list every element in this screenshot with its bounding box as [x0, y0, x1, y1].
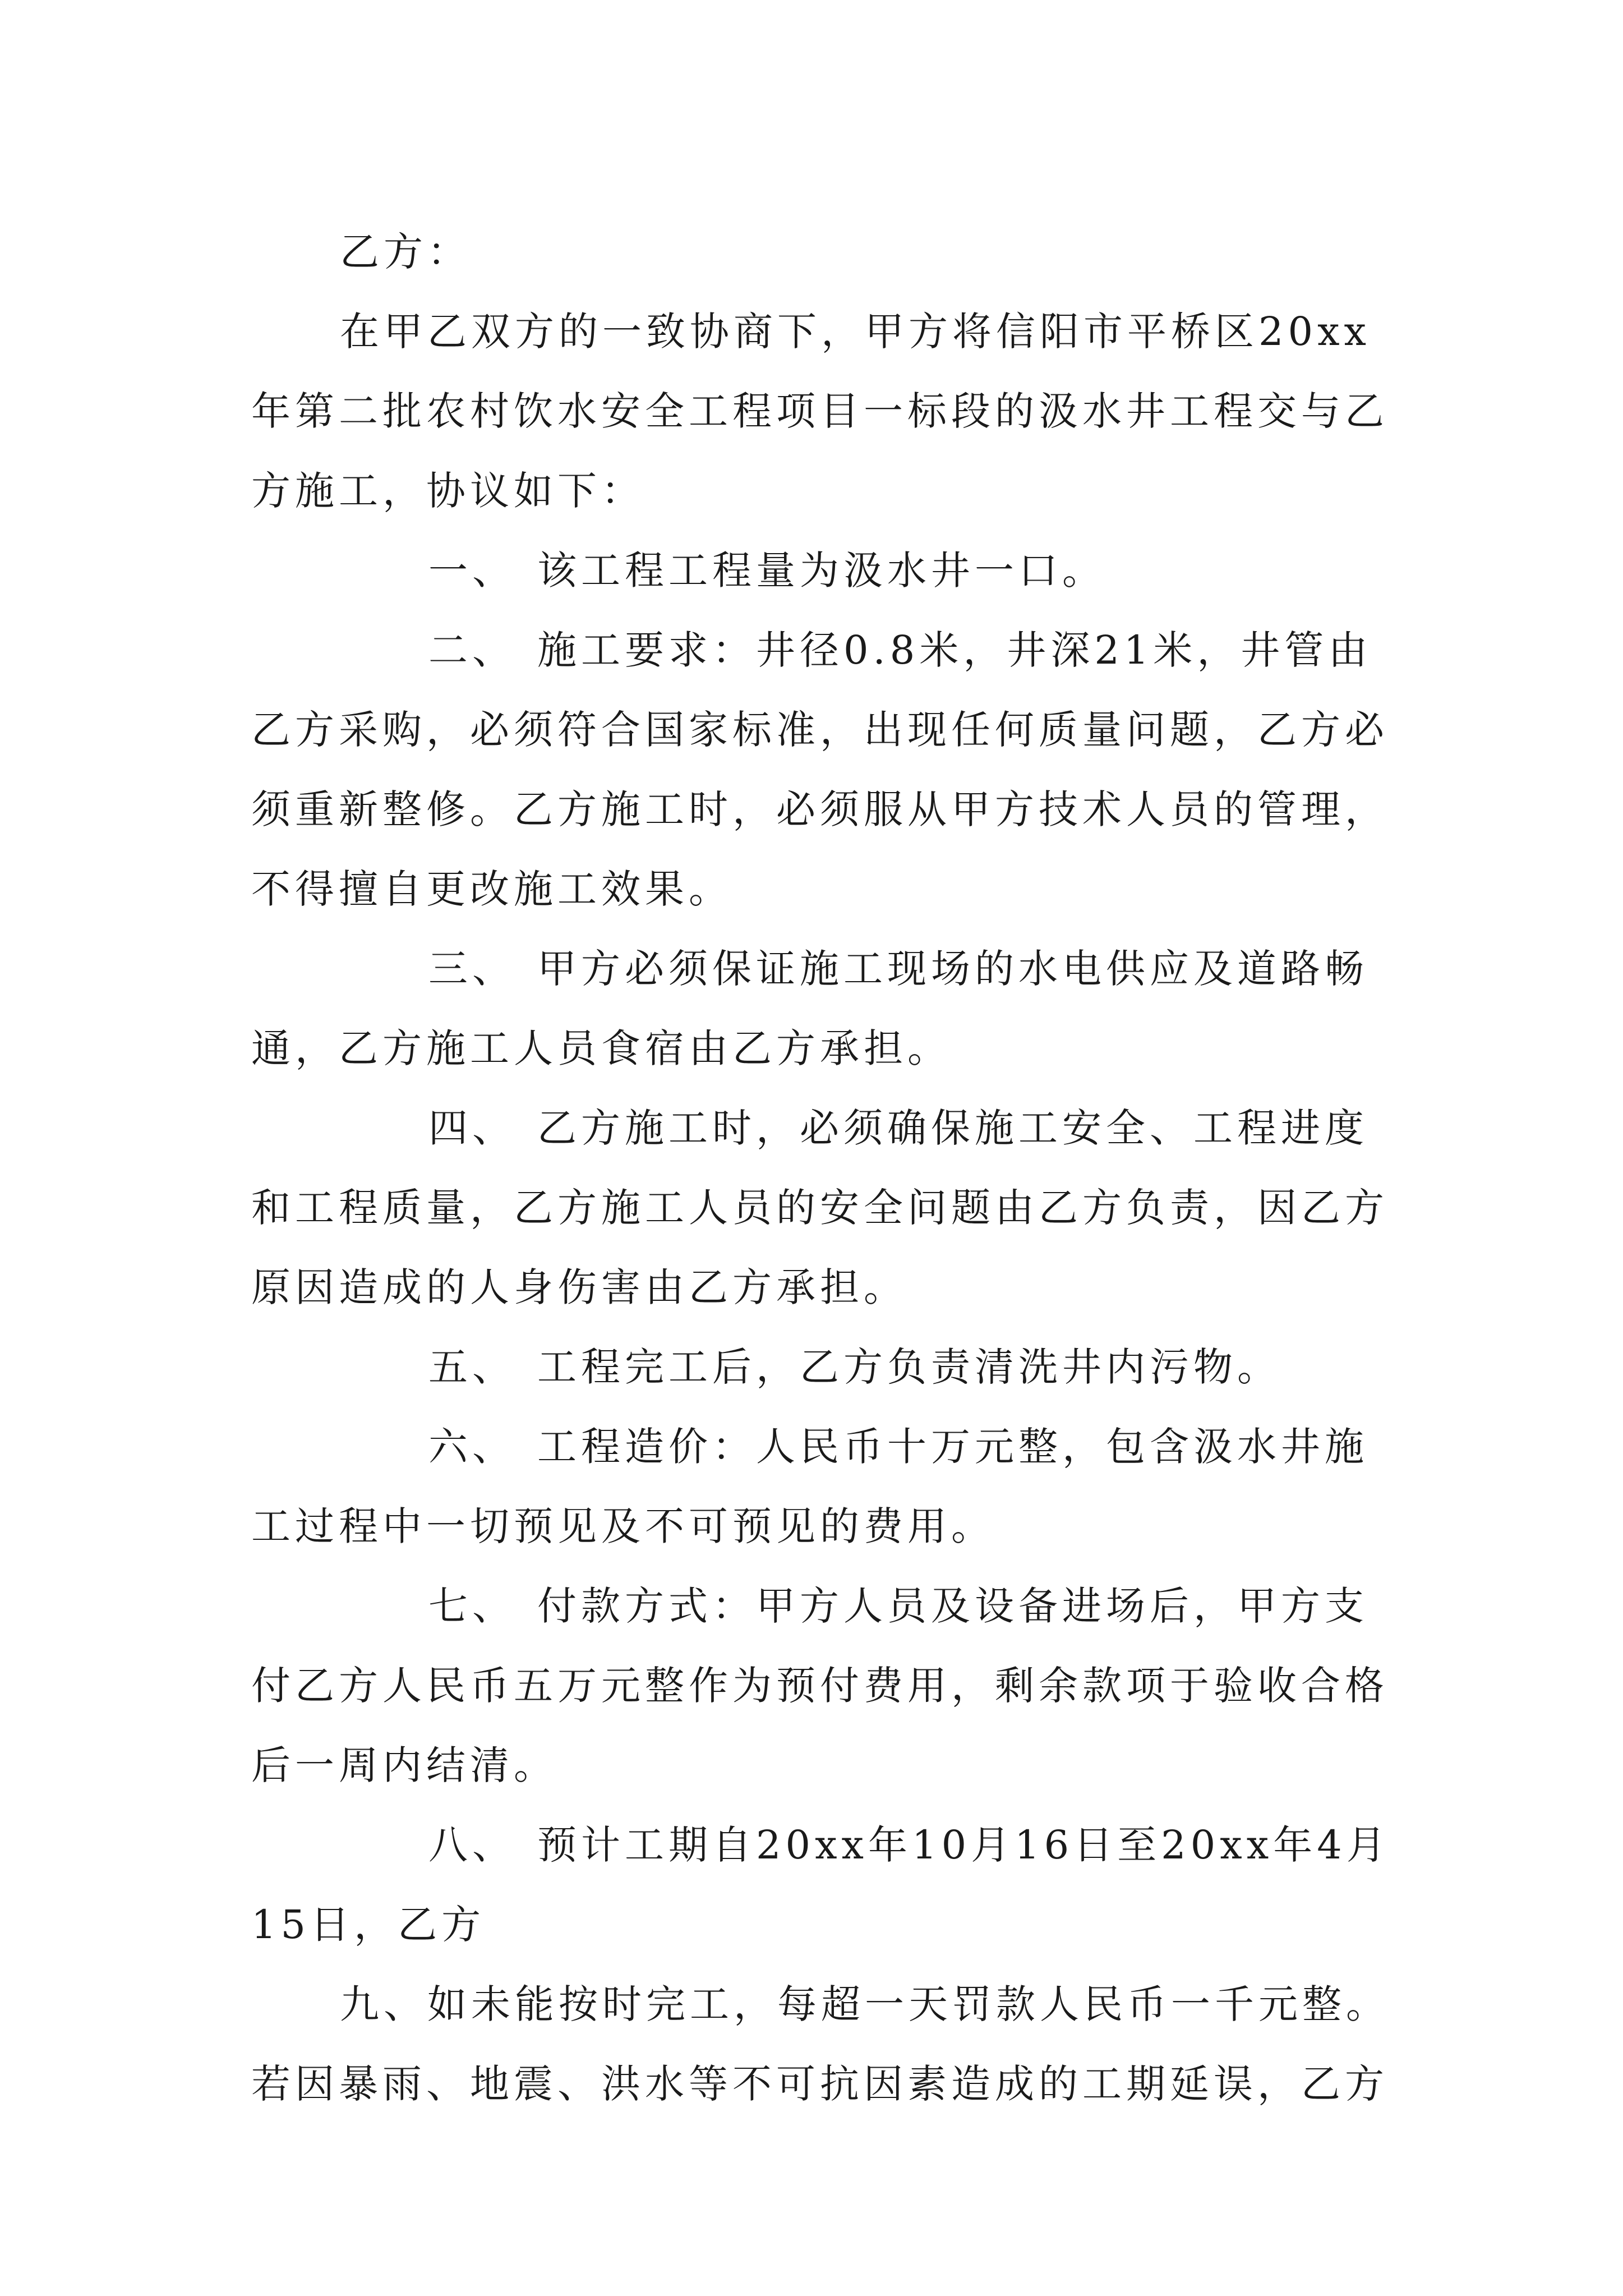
intro-paragraph: [251, 292, 1401, 531]
clause-3: [251, 929, 1401, 1088]
paragraph-text: 在甲乙双方的一致协商下，甲方将信阳市平桥区20xx年第二批农村饮水安全工程项目一标段的汲水井工程交与乙方施工，协议如下：: [251, 309, 1389, 514]
clause-text: 施工要求：井径0.8米，井深21米，井管由乙方采购，必须符合国家标准，出现任何质量问题，乙方必须重新整修。乙方施工时，必须服从甲方技术人员的管理，不得擅自更改施工效果。: [251, 627, 1389, 912]
clause-number: 七、: [428, 1583, 516, 1629]
clause-text: 九、如未能按时完工，每超一天罚款人民币一千元整。若因暴雨、地震、洪水等不可抗因素造成的工期延误，乙方: [251, 1981, 1390, 2107]
clause-5: [251, 1327, 1401, 1407]
clause-number: 三、: [428, 946, 516, 992]
clause-number: 一、: [428, 547, 516, 593]
clause-2: [251, 610, 1401, 929]
clause-text: 付款方式：甲方人员及设备进场后，甲方支付乙方人民币五万元整作为预付费用，剩余款项于验收合格后一周内结清。: [251, 1583, 1389, 1788]
clause-4: [251, 1088, 1401, 1327]
clause-text: 该工程工程量为汲水井一口。: [537, 547, 1106, 593]
clause-number: 六、: [428, 1424, 516, 1470]
clause-text: 工程完工后，乙方负责清洗井内污物。: [537, 1344, 1281, 1390]
clause-number: 八、: [428, 1822, 516, 1868]
clause-1: [251, 531, 1401, 610]
clause-number: 二、: [428, 627, 516, 673]
paragraph-text: 乙方：: [340, 229, 471, 275]
clause-8: [251, 1805, 1401, 1964]
clause-6: [251, 1407, 1401, 1566]
party-b-heading: [251, 212, 1401, 292]
clause-9: [251, 1964, 1401, 2124]
clause-number: 五、: [428, 1344, 516, 1390]
clause-7: [251, 1566, 1401, 1805]
clause-text: 甲方必须保证施工现场的水电供应及道路畅通，乙方施工人员食宿由乙方承担。: [251, 946, 1368, 1071]
clause-text: 工程造价：人民币十万元整，包含汲水井施工过程中一切预见及不可预见的费用。: [251, 1424, 1368, 1549]
clause-text: 预计工期自20xx年10月16日至20xx年4月15日，乙方: [251, 1822, 1390, 1948]
clause-number: 四、: [428, 1105, 516, 1151]
clause-text: 乙方施工时，必须确保施工安全、工程进度和工程质量，乙方施工人员的安全问题由乙方负责，因乙方原因造成的人身伤害由乙方承担。: [251, 1105, 1389, 1310]
document-body: [251, 212, 1401, 2124]
